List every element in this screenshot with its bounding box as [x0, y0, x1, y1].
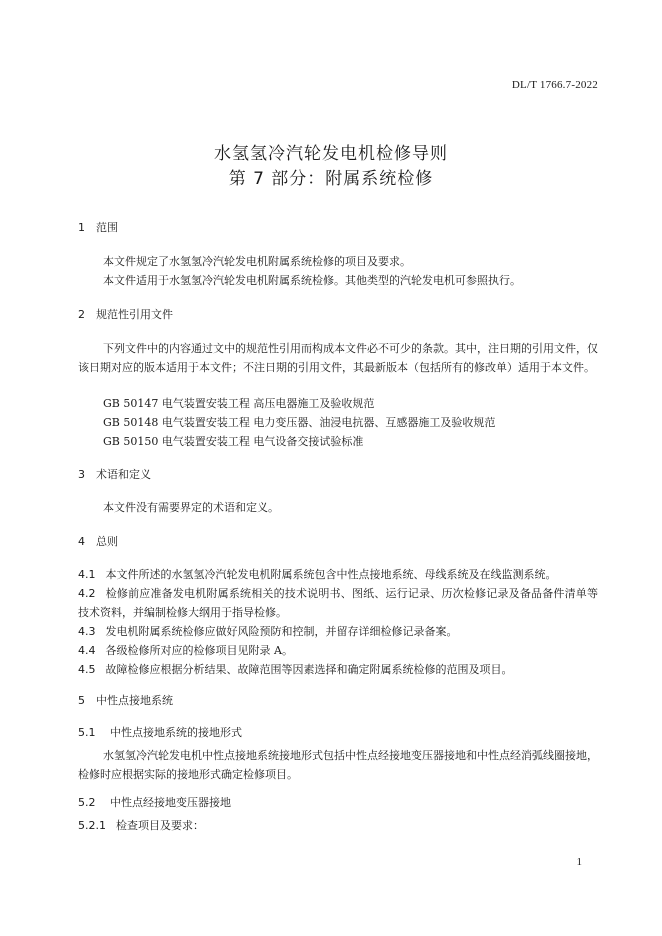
section-3-heading: [78, 466, 151, 482]
section-number: 5: [78, 694, 85, 707]
subsection-number: 5.1: [78, 726, 96, 739]
clause-item: [78, 816, 598, 835]
paragraph: 本文件没有需要界定的术语和定义。: [103, 501, 279, 514]
section-title: 总则: [96, 535, 118, 548]
paragraph: 本文件规定了水氢氢冷汽轮发电机附属系统检修的项目及要求。: [103, 255, 411, 268]
clause-number: 4.2: [78, 587, 96, 600]
section-title: 中性点接地系统: [96, 694, 173, 707]
clause-text: 故障检修应根据分析结果、故障范围等因素选择和确定附属系统检修的范围及项目。: [105, 663, 513, 676]
clause-number: 4.5: [78, 663, 96, 676]
clause-text: 本文件所述的水氢氢冷汽轮发电机附属系统包含中性点接地系统、母线系统及在线监测系统。: [105, 568, 557, 581]
subsection-title: 中性点接地系统的接地形式: [110, 726, 242, 739]
clause-item: [78, 641, 598, 660]
section-number: 1: [78, 221, 85, 234]
clause-item: [78, 584, 598, 622]
paragraph: 下列文件中的内容通过文中的规范性引用而构成本文件必不可少的条款。其中，注日期的引用文件，仅该日期对应的版本适用于本文件；不注日期的引用文件，其最新版本（包括所有的修改单）适用于本文件。: [78, 342, 598, 374]
clause-item: [78, 622, 598, 641]
document-subtitle: 第 7 部分：附属系统检修: [228, 169, 434, 189]
page-number: 1: [576, 856, 582, 868]
section-title: 规范性引用文件: [96, 308, 173, 321]
clause-text: 各级检修所对应的检修项目见附录 A。: [105, 644, 293, 657]
standard-code: DL/T 1766.7-2022: [511, 79, 598, 91]
subsection-title: 中性点经接地变压器接地: [110, 796, 231, 809]
clause-number: 5.2.1: [78, 819, 106, 832]
subsection-5-1-heading: [78, 724, 242, 740]
clause-item: [78, 660, 598, 679]
clause-number: 4.1: [78, 568, 96, 581]
clause-text: 检修前应准备发电机附属系统相关的技术说明书、图纸、运行记录、历次检修记录及备品备件清单等技术资料，并编制检修大纲用于指导检修。: [78, 587, 598, 619]
document-title: 水氢氢冷汽轮发电机检修导则: [214, 144, 448, 164]
clause-text: 发电机附属系统检修应做好风险预防和控制，并留存详细检修记录备案。: [105, 625, 458, 638]
clause-number: 4.3: [78, 625, 96, 638]
paragraph: 水氢氢冷汽轮发电机中性点接地系统接地形式包括中性点经接地变压器接地和中性点经消弧线圈接地，检修时应根据实际的接地形式确定检修项目。: [78, 749, 598, 781]
section-title: 范围: [96, 221, 118, 234]
section-5-heading: [78, 692, 173, 708]
section-number: 2: [78, 308, 85, 321]
clause-number: 4.4: [78, 644, 96, 657]
subsection-5-2-heading: [78, 794, 231, 810]
reference-item: GB 50150 电气装置安装工程 电气设备交接试验标准: [103, 435, 364, 448]
subsection-number: 5.2: [78, 796, 96, 809]
paragraph: 本文件适用于水氢氢冷汽轮发电机附属系统检修。其他类型的汽轮发电机可参照执行。: [103, 274, 521, 287]
section-2-heading: [78, 306, 173, 322]
section-4-heading: [78, 533, 118, 549]
section-1-heading: [78, 219, 118, 235]
section-number: 4: [78, 535, 85, 548]
section-title: 术语和定义: [96, 468, 151, 481]
clause-text: 检查项目及要求：: [116, 819, 204, 832]
section-number: 3: [78, 468, 85, 481]
reference-item: GB 50147 电气装置安装工程 高压电器施工及验收规范: [103, 397, 375, 410]
clause-item: [78, 565, 598, 584]
reference-item: GB 50148 电气装置安装工程 电力变压器、油浸电抗器、互感器施工及验收规范: [103, 416, 496, 429]
